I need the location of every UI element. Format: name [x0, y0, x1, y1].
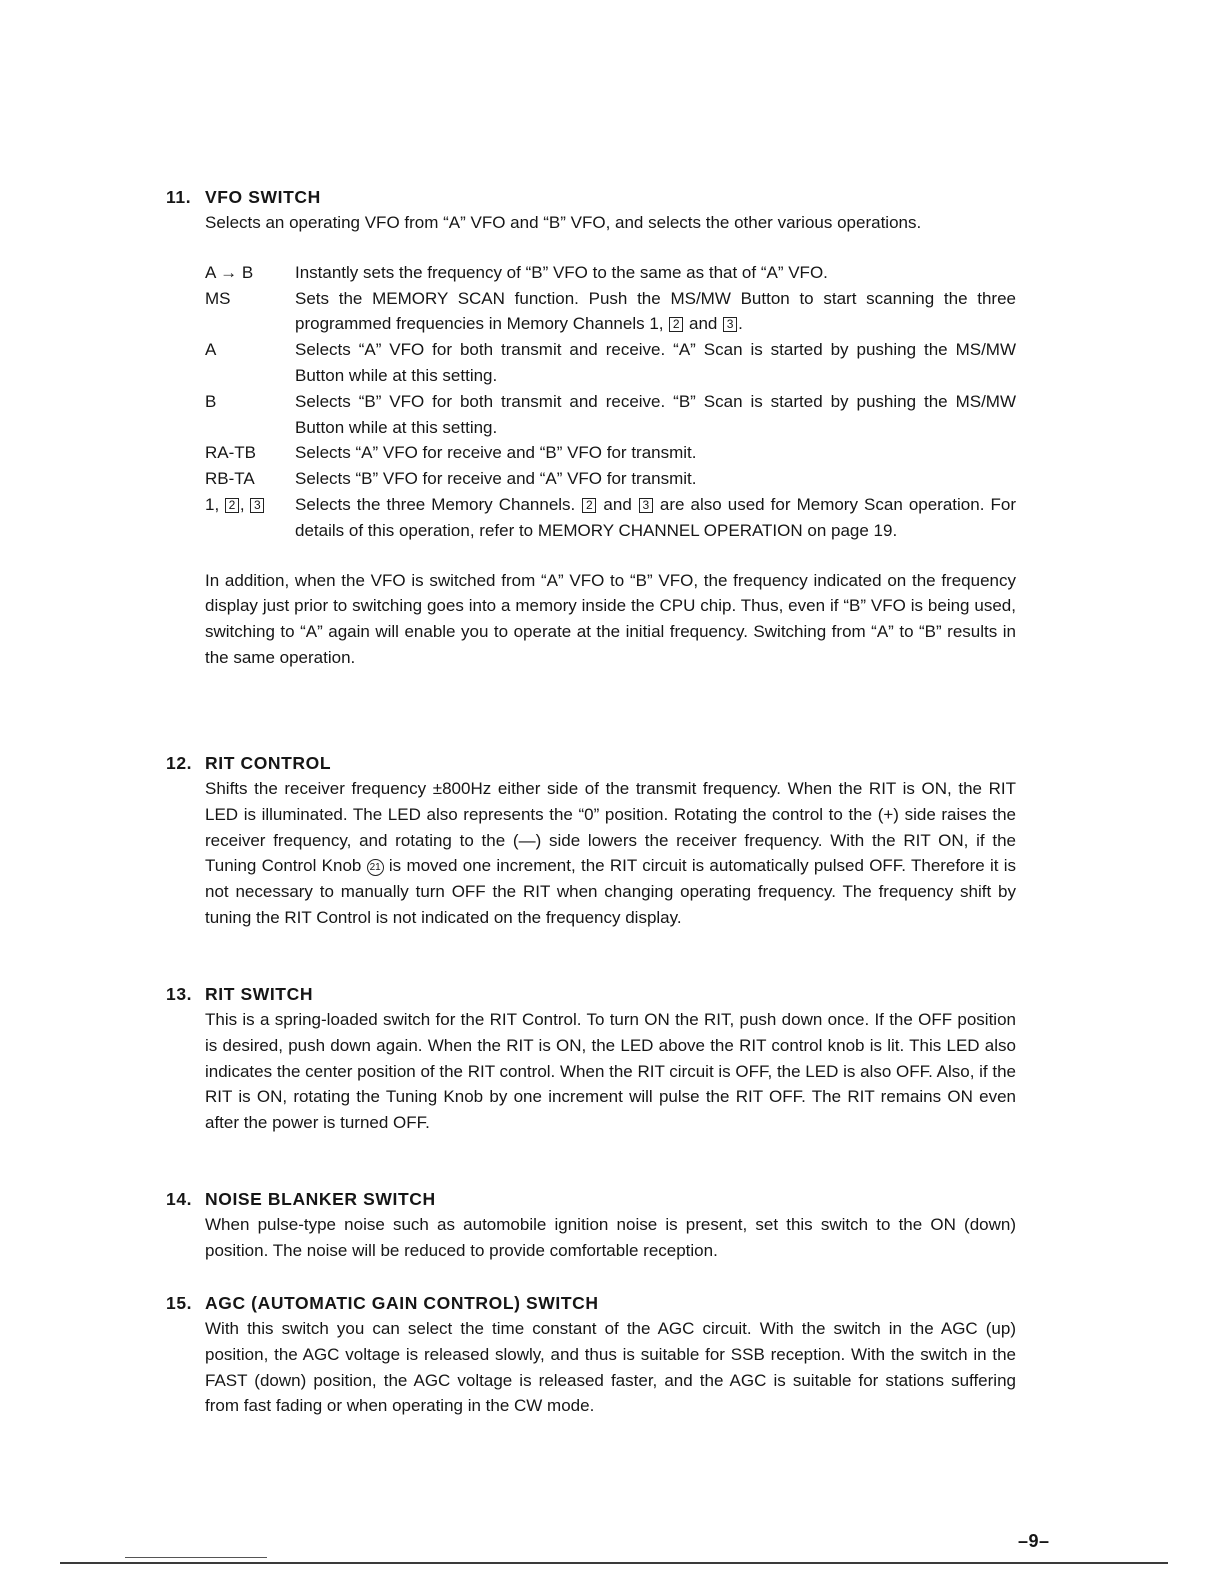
definition-desc: Selects “B” VFO for receive and “A” VFO for transmit.	[295, 469, 697, 489]
desc-text: and	[688, 314, 718, 334]
boxed-number: 2	[669, 317, 683, 332]
section-title: RIT CONTROL	[205, 753, 332, 773]
circled-number: 21	[367, 859, 384, 876]
section-heading	[166, 1186, 1016, 1212]
definition-row	[205, 466, 1016, 492]
desc-text: Selects the three Memory Channels.	[295, 494, 576, 514]
section-vfo-switch	[166, 184, 1016, 671]
definition-term: B	[205, 391, 217, 411]
definition-desc: Selects “A” VFO for receive and “B” VFO for transmit.	[295, 443, 697, 463]
boxed-number: 3	[639, 498, 653, 513]
boxed-number: 3	[250, 498, 264, 513]
definition-term: A	[205, 340, 217, 360]
definition-desc: Selects “B” VFO for both transmit and receive. “B” Scan is started by pushing the MS/MW Button while at this setting.	[295, 391, 1016, 437]
definition-desc: Selects “A” VFO for both transmit and receive. “A” Scan is started by pushing the MS/MW Button while at this setting.	[295, 340, 1016, 385]
body-text: Shifts the receiver frequency ±800Hz either side of the transmit frequency. When the RIT is ON, the RIT LED is illuminated. The LED also represents the “0” position. Rotating the control to the (+) side raises the receiver frequency, and rotating to the (—) side lowers the receiver frequency. With the RIT ON, if the Tuning Control Knob	[205, 779, 1016, 876]
definition-row	[205, 440, 1016, 466]
boxed-number: 2	[225, 498, 239, 513]
section-body	[205, 1007, 1016, 1136]
section-title: NOISE BLANKER SWITCH	[205, 1189, 436, 1209]
section-number: 14.	[166, 1189, 193, 1209]
footer-rule-short	[125, 1557, 267, 1558]
after-paragraph: In addition, when the VFO is switched from “A” VFO to “B” VFO, the frequency indicated on the frequency display just prior to switching goes into a memory inside the CPU chip. Thus, even if “B” VFO is being used, switching to “A” again will enable you to operate at the initial frequency. Switching from “A” to “B” results in the same operation.	[205, 570, 1016, 667]
desc-text: .	[738, 314, 743, 334]
section-heading	[166, 1290, 1016, 1316]
section-number: 11.	[166, 187, 192, 207]
section-noise-blanker-switch	[166, 1186, 1016, 1264]
definition-term: RA-TB	[205, 443, 256, 463]
section-rit-control	[166, 750, 1016, 931]
body-text: is moved one increment, the RIT circuit is automatically pulsed OFF. Therefore it is not necessary to manually turn OFF the RIT when changing operating frequency. The frequency shift by tuning the RIT Control is not indicated on the frequency display.	[205, 856, 1016, 927]
boxed-number: 3	[723, 317, 737, 332]
section-title: VFO SWITCH	[205, 187, 321, 207]
boxed-number: 2	[582, 498, 596, 513]
section-body	[205, 1316, 1016, 1419]
section-number: 15.	[166, 1293, 193, 1313]
section-number: 12.	[166, 753, 193, 773]
definition-row	[205, 286, 1016, 338]
definition-desc: Instantly sets the frequency of “B” VFO to the same as that of “A” VFO.	[295, 262, 828, 282]
definition-term: RB-TA	[205, 469, 255, 489]
section-intro	[205, 210, 1016, 236]
definition-term	[205, 492, 295, 544]
definition-desc	[295, 286, 1016, 338]
desc-text: and	[603, 494, 632, 514]
section-heading	[166, 981, 1016, 1007]
definition-term: A → B	[205, 262, 254, 282]
section-title: AGC (AUTOMATIC GAIN CONTROL) SWITCH	[205, 1293, 599, 1313]
vfo-definition-list	[205, 260, 1016, 544]
definition-row	[205, 492, 1016, 544]
term-text: 1,	[205, 494, 220, 514]
definition-desc	[295, 492, 1016, 544]
section-after-text	[205, 568, 1016, 671]
definition-row	[205, 389, 1016, 441]
section-title: RIT SWITCH	[205, 984, 314, 1004]
section-heading	[166, 184, 1016, 210]
definition-term: MS	[205, 288, 231, 308]
section-rit-switch	[166, 981, 1016, 1136]
definition-row	[205, 337, 1016, 389]
section-body	[205, 776, 1016, 931]
section-body	[205, 1212, 1016, 1264]
section-agc-switch	[166, 1290, 1016, 1419]
body-paragraph	[205, 776, 1016, 931]
definition-row	[205, 260, 1016, 286]
intro-paragraph: Selects an operating VFO from “A” VFO and “B” VFO, and selects the other various operations.	[205, 213, 922, 232]
body-paragraph: This is a spring-loaded switch for the RIT Control. To turn ON the RIT, push down once. If the OFF position is desired, push down again. When the RIT is ON, the LED above the RIT control knob is lit. This LED also indicates the center position of the RIT control. When the RIT circuit is OFF, the LED is also OFF. Also, if the RIT is ON, rotating the Tuning Knob by one increment will pulse the RIT OFF. The RIT remains ON even after the power is turned OFF.	[205, 1010, 1016, 1133]
desc-text: are also used for Memory Scan operation. For details of this operation, refer to MEMORY CHANNEL OPERATION on page 19.	[295, 494, 1016, 540]
section-heading	[166, 750, 1016, 776]
term-text: ,	[239, 494, 245, 514]
page-number: –9–	[1018, 1531, 1050, 1551]
footer-rule	[60, 1562, 1168, 1564]
desc-text: Sets the MEMORY SCAN function. Push the MS/MW Button to start scanning the three programmed frequencies in Memory Channels 1,	[295, 288, 1016, 334]
section-number: 13.	[166, 984, 193, 1004]
body-paragraph: With this switch you can select the time constant of the AGC circuit. With the switch in the AGC (up) position, the AGC voltage is released slowly, and thus is suitable for SSB reception. With the switch in the FAST (down) position, the AGC voltage is released faster, and the AGC is suitable for stations suffering from fast fading or when operating in the CW mode.	[205, 1319, 1016, 1416]
body-paragraph: When pulse-type noise such as automobile ignition noise is present, set this switch to the ON (down) position. The noise will be reduced to provide comfortable reception.	[205, 1215, 1016, 1260]
